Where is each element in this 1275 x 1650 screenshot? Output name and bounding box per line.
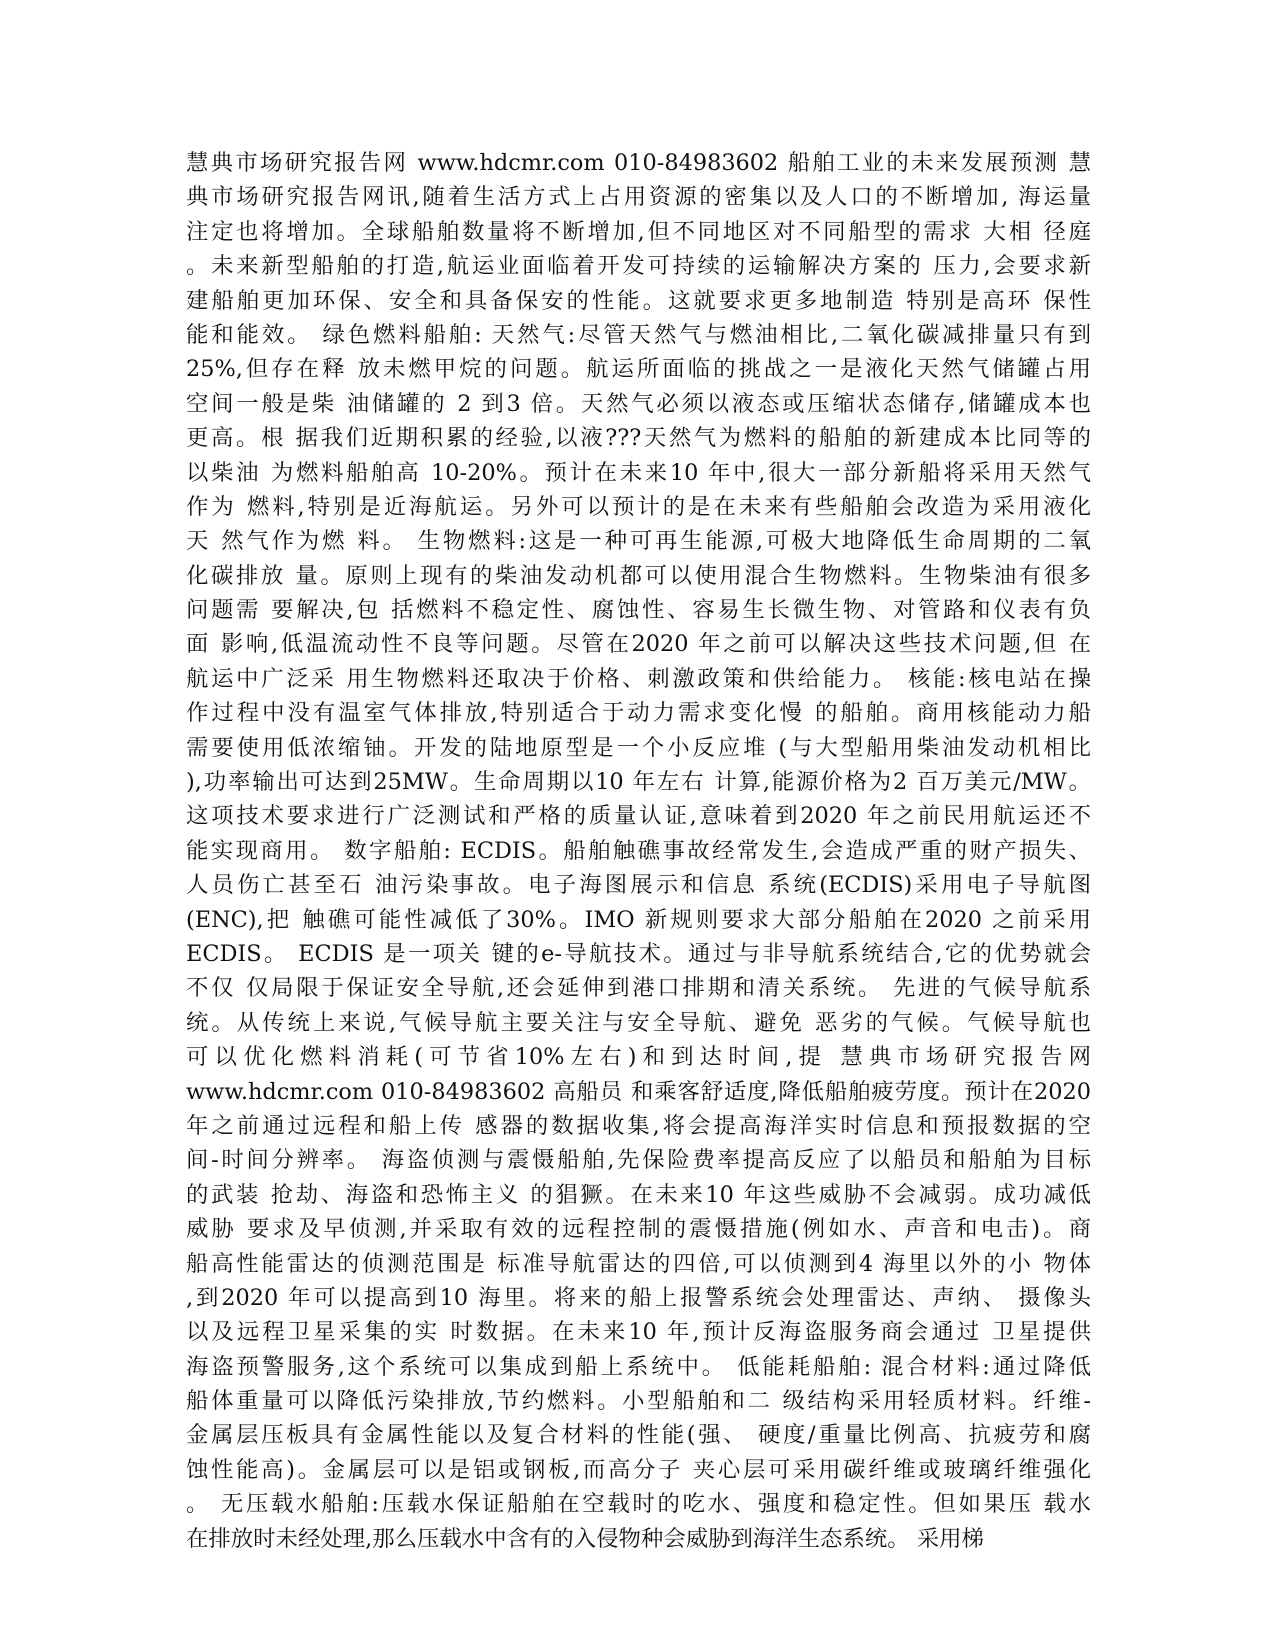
text-line: 船高性能雷达的侦测范围是 标准导航雷达的四倍,可以侦测到4 海里以外的小 物体 (186, 1250, 1091, 1277)
text-line: 面 影响,低温流动性不良等问题。尽管在2020 年之前可以解决这些技术问题,但 在 (186, 631, 1091, 658)
text-line: 注定也将增加。全球船舶数量将不断增加,但不同地区对不同船型的需求 大相 径庭 (186, 218, 1091, 245)
text-line: 天 然气作为燃 料。 生物燃料:这是一种可再生能源,可极大地降低生命周期的二氧 (186, 528, 1091, 555)
text-line: 需要使用低浓缩铀。开发的陆地原型是一个小反应堆 (与大型船用柴油发动机相比 (186, 734, 1091, 761)
text-line: 能和能效。 绿色燃料船舶: 天然气:尽管天然气与燃油相比,二氧化碳减排量只有到 (186, 321, 1091, 348)
text-line: 不仅 仅局限于保证安全导航,还会延伸到港口排期和清关系统。 先进的气候导航系 (186, 975, 1091, 1002)
text-line: 空间一般是柴 油储罐的 2 到3 倍。天然气必须以液态或压缩状态储存,储罐成本也 (186, 390, 1091, 417)
text-line: (ENC),把 触礁可能性减低了30%。IMO 新规则要求大部分船舶在2020 之前采用 (186, 906, 1091, 933)
text-line: 以柴油 为燃料船舶高 10-20%。预计在未来10 年中,很大一部分新船将采用天然气 (186, 459, 1091, 486)
text-line: 海盗预警服务,这个系统可以集成到船上系统中。 低能耗船舶: 混合材料:通过降低 (186, 1353, 1091, 1380)
text-line: 。 无压载水船舶:压载水保证船舶在空载时的吃水、强度和稳定性。但如果压 载水 (186, 1491, 1091, 1518)
text-line: 威胁 要求及早侦测,并采取有效的远程控制的震慑措施(例如水、声音和电击)。商 (186, 1216, 1091, 1243)
text-line: 金属层压板具有金属性能以及复合材料的性能(强、 硬度/重量比例高、抗疲劳和腐 (186, 1422, 1091, 1449)
text-line: 人员伤亡甚至石 油污染事故。电子海图展示和信息 系统(ECDIS)采用电子导航图 (186, 872, 1091, 899)
text-line: 慧典市场研究报告网 www.hdcmr.com 010-84983602 船舶工业的未来发展预测 慧 (186, 150, 1091, 176)
text-line: 蚀性能高)。金属层可以是铝或钢板,而高分子 夹心层可采用碳纤维或玻璃纤维强化 (186, 1456, 1091, 1483)
text-line: 化碳排放 量。原则上现有的柴油发动机都可以使用混合生物燃料。生物柴油有很多 (186, 562, 1091, 589)
text-line: 船体重量可以降低污染排放,节约燃料。小型船舶和二 级结构采用轻质材料。纤维- (186, 1388, 1091, 1415)
text-line: 能实现商用。 数字船舶: ECDIS。船舶触礁事故经常发生,会造成严重的财产损失、 (186, 837, 1091, 864)
text-line: 25%,但存在释 放未燃甲烷的问题。航运所面临的挑战之一是液化天然气储罐占用 (186, 356, 1091, 383)
text-line: www.hdcmr.com 010-84983602 高船员 和乘客舒适度,降低船舶疲劳度。预计在2020 (186, 1078, 1091, 1105)
text-line: 作为 燃料,特别是近海航运。另外可以预计的是在未来有些船舶会改造为采用液化 (186, 493, 1091, 520)
text-line: ECDIS。 ECDIS 是一项关 键的e-导航技术。通过与非导航系统结合,它的优势就会 (186, 940, 1091, 967)
text-line: 在排放时未经处理,那么压载水中含有的入侵物种会威胁到海洋生态系统。 采用梯 (186, 1525, 984, 1552)
body-text (186, 146, 1091, 1556)
text-line: 。未来新型船舶的打造,航运业面临着开发可持续的运输解决方案的 压力,会要求新 (186, 253, 1091, 280)
text-line: 的武装 抢劫、海盗和恐怖主义 的猖獗。在未来10 年这些威胁不会减弱。成功减低 (186, 1181, 1091, 1208)
text-line: 间-时间分辨率。 海盗侦测与震慑船舶,先保险费率提高反应了以船员和船舶为目标 (186, 1147, 1091, 1174)
text-line: 问题需 要解决,包 括燃料不稳定性、腐蚀性、容易生长微生物、对管路和仪表有负 (186, 597, 1091, 624)
text-line: 航运中广泛采 用生物燃料还取决于价格、刺激政策和供给能力。 核能:核电站在操 (186, 665, 1091, 692)
text-line: 典市场研究报告网讯,随着生活方式上占用资源的密集以及人口的不断增加, 海运量 (186, 184, 1091, 211)
text-line: 作过程中没有温室气体排放,特别适合于动力需求变化慢 的船舶。商用核能动力船 (186, 700, 1091, 727)
text-line: ),功率输出可达到25MW。生命周期以10 年左右 计算,能源价格为2 百万美元/MW。 (186, 769, 1091, 796)
text-line: 建船舶更加环保、安全和具备保安的性能。这就要求更多地制造 特别是高环 保性 (186, 287, 1091, 314)
text-line: 这项技术要求进行广泛测试和严格的质量认证,意味着到2020 年之前民用航运还不 (186, 803, 1091, 830)
text-line: 更高。根 据我们近期积累的经验,以液???天然气为燃料的船舶的新建成本比同等的 (186, 425, 1091, 452)
text-line: 以及远程卫星采集的实 时数据。在未来10 年,预计反海盗服务商会通过 卫星提供 (186, 1319, 1091, 1346)
text-line: 统。从传统上来说,气候导航主要关注与安全导航、避免 恶劣的气候。气候导航也 (186, 1009, 1091, 1036)
text-line: 可以优化燃料消耗(可节省10%左右)和到达时间,提 慧典市场研究报告网 (186, 1044, 1091, 1071)
text-line: 年之前通过远程和船上传 感器的数据收集,将会提高海洋实时信息和预报数据的空 (186, 1112, 1091, 1139)
text-line: ,到2020 年可以提高到10 海里。将来的船上报警系统会处理雷达、声纳、 摄像头 (186, 1284, 1091, 1311)
